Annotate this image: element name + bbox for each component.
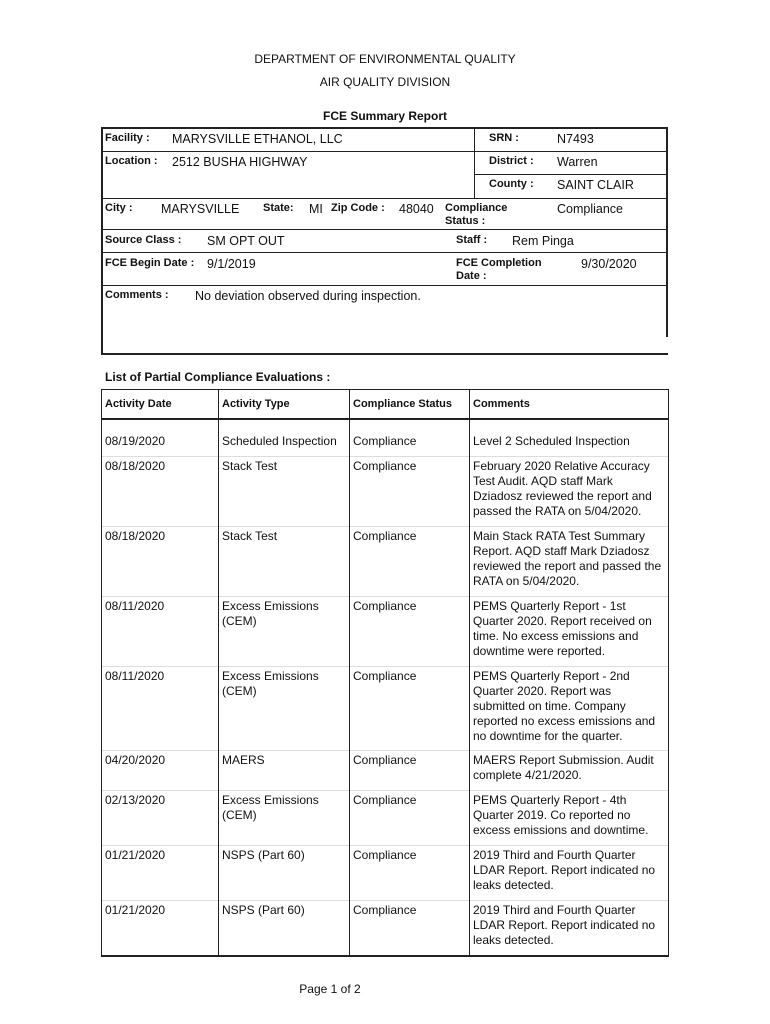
pce-table-body	[102, 419, 669, 956]
state-label: State:	[263, 202, 294, 214]
table-row	[102, 751, 669, 791]
cell-activity-date: 08/11/2020	[102, 667, 219, 751]
cell-activity-date: 04/20/2020	[102, 751, 219, 791]
cell-comments: PEMS Quarterly Report - 2nd Quarter 2020. Report was submitted on time. Company reported no excess emissions and no downtime for the quarter.	[470, 667, 669, 751]
city-value: MARYSVILLE	[161, 202, 240, 216]
division-heading: AIR QUALITY DIVISION	[319, 75, 451, 89]
cell-comments: Main Stack RATA Test Summary Report. AQD staff Mark Dziadosz reviewed the report and passed the RATA on 5/04/2020.	[470, 527, 669, 597]
summary-box-top	[101, 127, 668, 129]
cell-activity-type: NSPS (Part 60)	[219, 846, 350, 901]
city-label: City :	[105, 202, 133, 214]
comments-label: Comments :	[105, 289, 169, 301]
summary-divider-6	[101, 285, 668, 286]
county-label: County :	[489, 178, 534, 190]
cell-comments: MAERS Report Submission. Audit complete 4/21/2020.	[470, 751, 669, 791]
column-header-compliance-status: Compliance Status	[350, 390, 470, 420]
cell-activity-date: 08/18/2020	[102, 457, 219, 527]
cell-compliance-status: Compliance	[350, 419, 470, 457]
cell-activity-date: 01/21/2020	[102, 846, 219, 901]
cell-activity-date: 08/19/2020	[102, 419, 219, 457]
pce-section-title: List of Partial Compliance Evaluations :	[105, 370, 331, 384]
cell-compliance-status: Compliance	[350, 667, 470, 751]
cell-activity-type: Stack Test	[219, 527, 350, 597]
cell-activity-date: 02/13/2020	[102, 791, 219, 846]
cell-compliance-status: Compliance	[350, 527, 470, 597]
state-value: MI	[309, 202, 323, 216]
zip-label: Zip Code :	[331, 202, 385, 214]
cell-compliance-status: Compliance	[350, 597, 470, 667]
summary-divider-3	[101, 198, 668, 199]
table-row	[102, 457, 669, 527]
summary-divider-2	[474, 174, 668, 175]
comments-value: No deviation observed during inspection.	[195, 289, 421, 303]
compliance-status-label-line1: Compliance	[445, 202, 508, 214]
county-value: SAINT CLAIR	[557, 178, 634, 192]
fce-completion-label-line2: Date :	[456, 270, 487, 282]
summary-box-left	[101, 127, 103, 355]
compliance-status-value: Compliance	[557, 202, 624, 216]
cell-activity-type: Excess Emissions (CEM)	[219, 791, 350, 846]
fce-begin-value: 9/1/2019	[207, 257, 256, 271]
cell-activity-date: 08/18/2020	[102, 527, 219, 597]
cell-compliance-status: Compliance	[350, 846, 470, 901]
zip-value: 48040	[399, 202, 434, 216]
cell-compliance-status: Compliance	[350, 457, 470, 527]
source-class-label: Source Class :	[105, 234, 182, 246]
table-row	[102, 901, 669, 957]
fce-completion-label-line1: FCE Completion	[456, 257, 542, 269]
cell-comments: 2019 Third and Fourth Quarter LDAR Report. Report indicated no leaks detected.	[470, 901, 669, 957]
table-row	[102, 419, 669, 457]
summary-divider-5	[101, 252, 668, 253]
location-label: Location :	[105, 155, 158, 167]
cell-comments: 2019 Third and Fourth Quarter LDAR Report. Report indicated no leaks detected.	[470, 846, 669, 901]
page-number: Page 1 of 2	[299, 982, 361, 996]
facility-label: Facility :	[105, 132, 150, 144]
summary-divider-1	[101, 151, 668, 152]
column-header-activity-date: Activity Date	[102, 390, 219, 420]
column-header-comments: Comments	[470, 390, 669, 420]
report-title: FCE Summary Report	[322, 109, 448, 123]
cell-activity-type: MAERS	[219, 751, 350, 791]
district-value: Warren	[557, 155, 598, 169]
cell-compliance-status: Compliance	[350, 791, 470, 846]
cell-activity-type: Excess Emissions (CEM)	[219, 667, 350, 751]
cell-activity-type: Scheduled Inspection	[219, 419, 350, 457]
fce-completion-value: 9/30/2020	[581, 257, 637, 271]
table-row	[102, 527, 669, 597]
cell-comments: PEMS Quarterly Report - 1st Quarter 2020. Report received on time. No excess emissions and downtime were reported.	[470, 597, 669, 667]
source-class-value: SM OPT OUT	[207, 234, 285, 248]
table-row	[102, 667, 669, 751]
table-row	[102, 846, 669, 901]
summary-box-right	[666, 127, 668, 337]
srn-label: SRN :	[489, 132, 519, 144]
fce-begin-label: FCE Begin Date :	[105, 257, 195, 269]
cell-compliance-status: Compliance	[350, 751, 470, 791]
cell-comments: February 2020 Relative Accuracy Test Audit. AQD staff Mark Dziadosz reviewed the report and passed the RATA on 5/04/2020.	[470, 457, 669, 527]
cell-activity-date: 08/11/2020	[102, 597, 219, 667]
staff-value: Rem Pinga	[512, 234, 574, 248]
srn-value: N7493	[557, 132, 594, 146]
cell-activity-type: NSPS (Part 60)	[219, 901, 350, 957]
compliance-status-label-line2: Status :	[445, 215, 486, 227]
summary-box-bottom	[101, 353, 668, 355]
table-row	[102, 597, 669, 667]
department-heading: DEPARTMENT OF ENVIRONMENTAL QUALITY	[254, 52, 516, 66]
cell-activity-type: Stack Test	[219, 457, 350, 527]
summary-divider-4	[101, 229, 668, 230]
district-label: District :	[489, 155, 534, 167]
pce-table	[101, 389, 669, 957]
cell-activity-date: 01/21/2020	[102, 901, 219, 957]
staff-label: Staff :	[456, 234, 488, 246]
column-header-activity-type: Activity Type	[219, 390, 350, 420]
facility-value: MARYSVILLE ETHANOL, LLC	[172, 132, 343, 146]
summary-divider-vertical	[474, 127, 475, 199]
pce-header-row	[102, 390, 669, 420]
cell-activity-type: Excess Emissions (CEM)	[219, 597, 350, 667]
cell-comments: Level 2 Scheduled Inspection	[470, 419, 669, 457]
table-row	[102, 791, 669, 846]
cell-compliance-status: Compliance	[350, 901, 470, 957]
location-value: 2512 BUSHA HIGHWAY	[172, 155, 308, 169]
cell-comments: PEMS Quarterly Report - 4th Quarter 2019. Co reported no excess emissions and downtime.	[470, 791, 669, 846]
